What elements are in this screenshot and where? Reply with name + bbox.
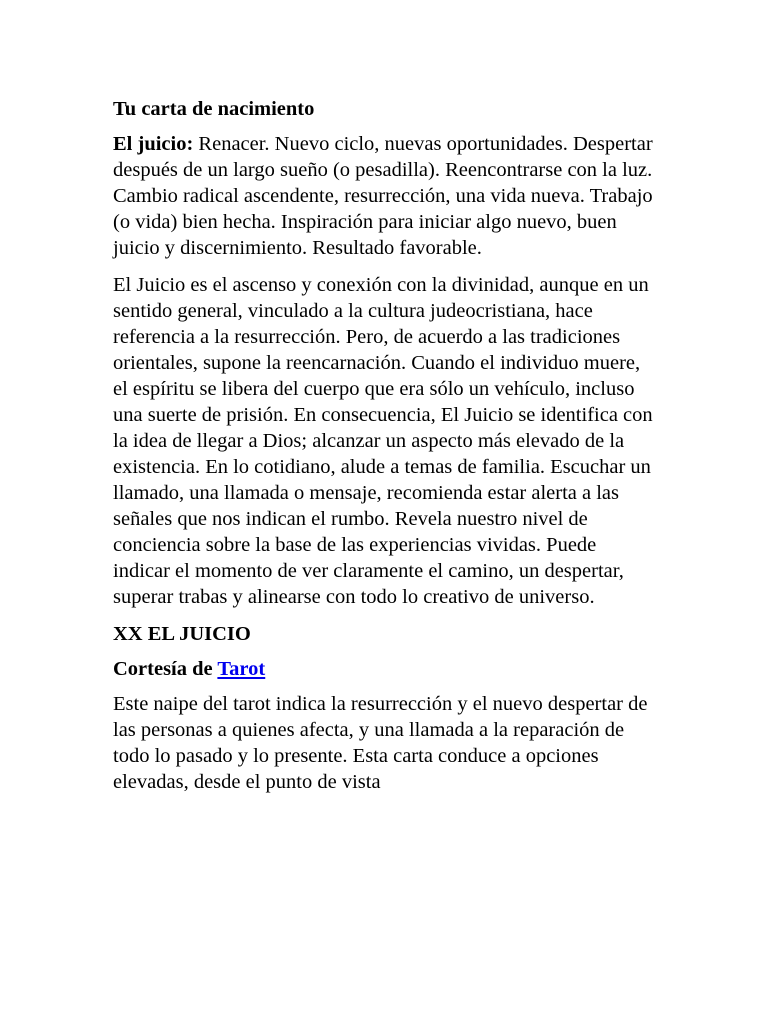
juicio-label: El juicio: <box>113 133 194 155</box>
juicio-description-paragraph: El Juicio es el ascenso y conexión con la divinidad, aunque en un sentido general, vinculado a la cultura judeocristiana, hace referencia a la resurrección. Pero, de acuerdo a las tradiciones orientales, supone la reencarnación. Cuando el individuo muere, el espíritu se libera del cuerpo que era sólo un vehículo, incluso una suerte de prisión. En consecuencia, El Juicio se identifica con la idea de llegar a Dios; alcanzar un aspecto más elevado de la existencia. En lo cotidiano, alude a temas de familia. Escuchar un llamado, una llamada o mensaje, recomienda estar alerta a las señales que nos indican el rumbo. Revela nuestro nivel de conciencia sobre la base de las experiencias vividas. Puede indicar el momento de ver claramente el camino, un despertar, superar trabas y alinearse con todo lo creativo de universo. <box>113 274 653 608</box>
document-title: Tu carta de nacimiento <box>113 98 315 120</box>
tarot-link[interactable]: Tarot <box>217 658 266 680</box>
juicio-summary-text: Renacer. Nuevo ciclo, nuevas oportunidades. Despertar después de un largo sueño (o pesadilla). Reencontrarse con la luz. Cambio radical ascendente, resurrección, una vida nueva. Trabajo (o vida) bien hecha. Inspiración para iniciar algo nuevo, buen juicio y discernimiento. Resultado favorable. <box>113 133 653 259</box>
card-meaning-paragraph: Este naipe del tarot indica la resurrección y el nuevo despertar de las personas a quienes afecta, y una llamada a la reparación de todo lo pasado y lo presente. Esta carta conduce a opciones elevadas, desde el punto de vista <box>113 693 648 793</box>
courtesy-line <box>113 656 658 682</box>
card-heading: XX EL JUICIO <box>113 623 251 645</box>
juicio-summary-paragraph <box>113 131 658 261</box>
document-page <box>113 96 658 806</box>
courtesy-prefix: Cortesía de <box>113 658 218 680</box>
